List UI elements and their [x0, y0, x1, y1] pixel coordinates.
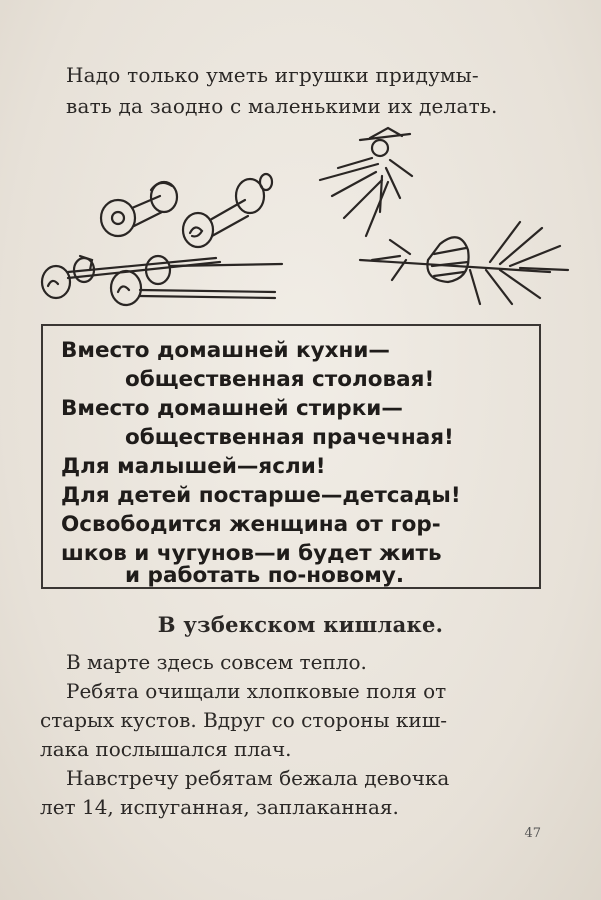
story-line	[40, 648, 545, 677]
slogan-line: шков и чугунов—и будет жить	[61, 541, 442, 566]
toys-illustration	[20, 120, 580, 320]
story-line-text: лет 14, испуганная, заплаканная.	[40, 795, 399, 819]
story-line-text: Ребята очищали хлопковые поля от	[66, 679, 447, 703]
story-line	[40, 764, 545, 793]
slogan-line: Вместо домашней стирки—	[61, 396, 403, 421]
page-number: 47	[524, 826, 541, 841]
pine-branch-icon	[360, 222, 568, 304]
slogan-line: общественная прачечная!	[125, 425, 454, 450]
spool-toy-icon	[101, 182, 177, 236]
slogan-line: Вместо домашней кухни—	[61, 338, 390, 363]
intro-paragraph	[66, 60, 546, 122]
spool-cart-icon	[111, 256, 282, 305]
slogan-box	[41, 324, 541, 589]
intro-line-2: вать да заодно с маленькими их делать.	[66, 94, 498, 118]
slogan-line: Для детей постарше—детсады!	[61, 483, 461, 508]
story-line	[40, 735, 545, 764]
story-line-text: лака послышался плач.	[40, 737, 292, 761]
story-line-text: старых кустов. Вдруг со стороны киш-	[40, 708, 448, 732]
cone-doll-icon	[320, 128, 412, 236]
slogan-line: общественная столовая!	[125, 367, 435, 392]
spool-toy-icon	[183, 174, 272, 247]
story-line-text: Навстречу ребятам бежала девочка	[66, 766, 450, 790]
slogan-line: Освободится женщина от гор-	[61, 512, 441, 537]
story-line-text: В марте здесь совсем тепло.	[66, 650, 367, 674]
story-line	[40, 706, 545, 735]
slogan-line: и работать по-новому.	[125, 563, 405, 588]
intro-line-1: Надо только уметь игрушки придумы-	[66, 63, 479, 87]
story-line	[40, 677, 545, 706]
story-heading: В узбекском кишлаке.	[157, 612, 444, 637]
slogan-line: Для малышей—ясли!	[61, 454, 326, 479]
story-text	[40, 648, 545, 822]
story-line	[40, 793, 545, 822]
